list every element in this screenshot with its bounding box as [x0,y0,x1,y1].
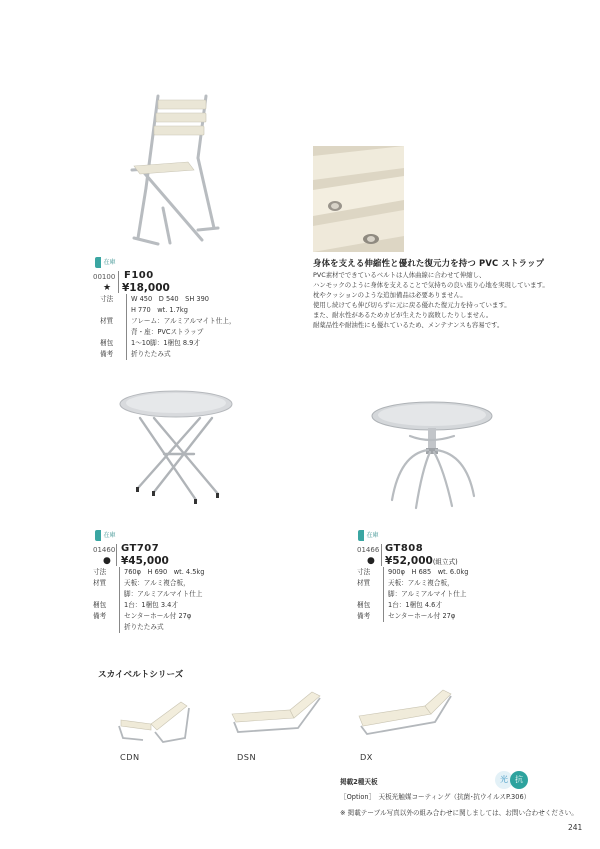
spec-value: 900φ H 685 wt. 6.0kg [383,567,468,578]
gt707-specs [93,567,204,633]
f100-name: F100 [124,270,154,281]
spec-row [357,600,468,611]
stock-badge-label: 在庫 [103,532,116,539]
gt808-price [385,555,458,567]
f100-price: ¥18,000 [122,282,170,294]
spec-row [100,338,236,349]
gt808-table-photo [370,400,494,512]
spec-label: 材質 [93,579,107,587]
gt707-table-photo [118,388,236,518]
spec-row [357,589,468,600]
spec-label: 梱包 [93,601,107,609]
series-item-label: CDN [120,752,140,762]
spec-label: 備考 [100,350,114,358]
gt707-price: ¥45,000 [121,555,169,567]
f100-chair-photo [118,88,228,248]
dsn-lounger-photo [228,688,332,738]
spec-value: 760φ H 690 wt. 4.5kg [119,567,204,578]
footer-option: ［Option］ 天板光触媒コーティング（抗菌･抗ウイルスP.306） [340,793,531,801]
footer-note: ※ 掲載テーブル写真以外の組み合わせに関しましては、お問い合わせください。 [340,809,578,817]
stock-badge [95,257,119,268]
feature-line: 枕やクッションのような追加備品は必要ありません。 [313,291,467,299]
cdn-lounger-photo [115,690,195,744]
gt808-specs [357,567,468,622]
spec-value: 脚：アルミアルマイト仕上 [119,589,202,600]
spec-row [93,578,204,589]
series-title: スカイベルトシリーズ [98,670,184,680]
spec-value: 折りたたみ式 [119,622,164,633]
spec-value: 天板：アルミ複合板， [383,578,454,589]
feature-line: PVC素材でできているベルトは人体曲線に合わせて伸縮し、 [313,271,486,279]
gt707-mark: ● [103,556,111,566]
gt707-name-divider [116,544,117,566]
stock-badge-label: 在庫 [103,259,116,266]
series-item-label: DSN [237,752,257,762]
footer-heading: 掲載2種天板 [340,778,378,786]
f100-mark: ★ [103,283,112,293]
spec-row [100,316,236,327]
spec-value: 1台：1梱包 3.4才 [119,600,178,611]
f100-code: 00100 [93,273,116,281]
spec-row [100,305,236,316]
spec-label [93,622,119,633]
gt808-price-value: ¥52,000 [385,555,433,567]
spec-label [100,327,126,338]
spec-label: 備考 [357,612,371,620]
spec-label [93,589,119,600]
spec-value: センターホール付 27φ [119,611,191,622]
spec-label: 寸法 [357,568,371,576]
spec-label: 材質 [100,317,114,325]
feature-line: 使用し続けても伸び切らずに元に戻る優れた復元力を持っています。 [313,301,511,309]
spec-value: H 770 wt. 1.7kg [126,305,188,316]
page-number: 241 [568,823,583,832]
spec-value: 脚：アルミアルマイト仕上 [383,589,466,600]
f100-name-divider [118,271,119,293]
spec-row [93,611,204,622]
feature-body [313,270,549,330]
spec-row [100,327,236,338]
feature-line: 耐薬品性や耐油性にも優れているため、メンテナンスも容易です。 [313,321,504,329]
spec-row [100,349,236,360]
spec-label: 寸法 [93,568,107,576]
spec-row [93,622,204,633]
spec-row [93,589,204,600]
photocatalyst-icon: 光 [495,771,513,789]
gt707-name: GT707 [121,543,160,554]
spec-value: 1台：1梱包 4.6才 [383,600,442,611]
feature-line: ハンモックのように身体を支えることで気持ちの良い座り心地を実現しています。 [313,281,549,289]
strap-closeup-photo [313,146,404,252]
dx-lounger-photo [355,686,457,738]
spec-value: 折りたたみ式 [126,349,171,360]
spec-label: 梱包 [100,339,114,347]
spec-row [93,567,204,578]
gt808-price-note: (組立式) [432,558,458,566]
series-item-label: DX [360,752,373,762]
spec-value: 背・座：PVCストラップ [126,327,203,338]
gt808-name: GT808 [385,543,424,554]
antibacterial-icon: 抗 [510,771,528,789]
spec-row [100,294,236,305]
gt808-name-divider [381,544,382,566]
spec-label: 梱包 [357,601,371,609]
spec-row [357,578,468,589]
gt808-mark: ● [367,556,375,566]
stock-badge [358,530,382,541]
feature-line: また、耐水性があるためカビが生えたり腐敗したりしません。 [313,311,493,319]
coating-icons [495,771,535,789]
spec-row [357,611,468,622]
spec-row [93,600,204,611]
spec-value: 天板：アルミ複合板， [119,578,190,589]
spec-value: センターホール付 27φ [383,611,455,622]
stock-badge [95,530,119,541]
spec-label [357,589,383,600]
spec-label [100,305,126,316]
f100-specs [100,294,236,360]
gt707-code: 01460 [93,546,116,554]
spec-row [357,567,468,578]
spec-value: フレーム：アルミアルマイト仕上， [126,316,236,327]
spec-value: W 450 D 540 SH 390 [126,294,209,305]
gt808-code: 01466 [357,546,380,554]
feature-title: 身体を支える伸縮性と優れた復元力を持つ PVC ストラップ [313,258,545,268]
spec-label: 寸法 [100,295,114,303]
spec-label: 備考 [93,612,107,620]
spec-value: 1～10脚：1梱包 8.9才 [126,338,200,349]
spec-label: 材質 [357,579,371,587]
stock-badge-label: 在庫 [366,532,379,539]
